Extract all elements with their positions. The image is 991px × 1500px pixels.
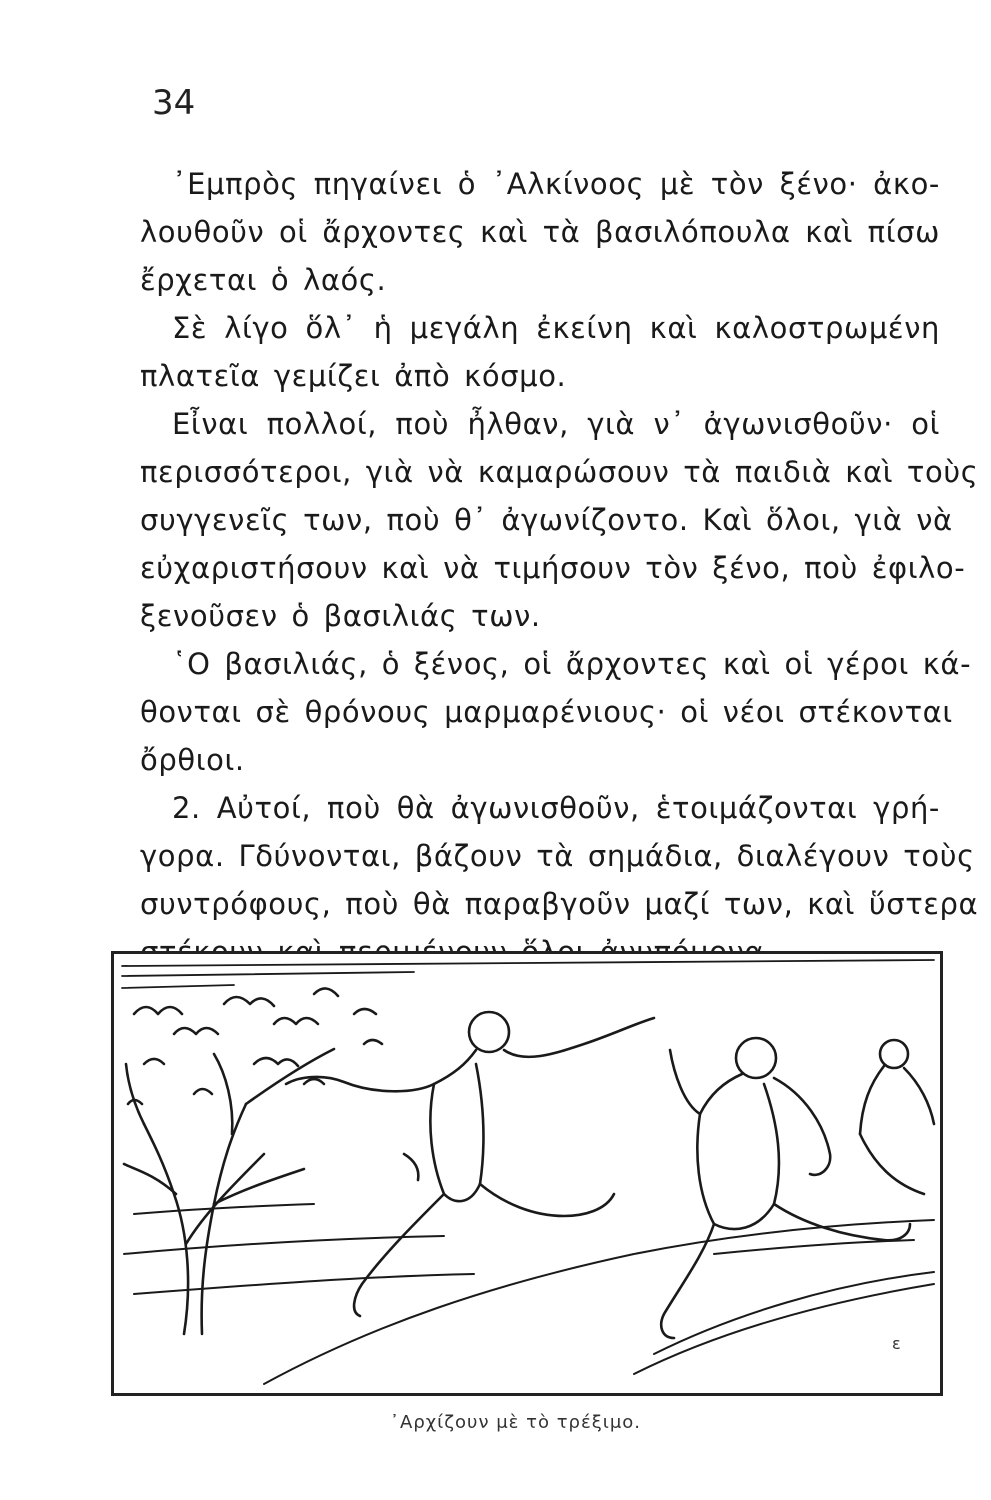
text-line: γορα. Γδύνονται, βάζουν τὰ σημάδια, διαλέγουν τοὺς bbox=[140, 839, 975, 873]
illustration-caption: ᾿Αρχίζουν μὲ τὸ τρέξιμο. bbox=[390, 1412, 642, 1433]
text-line: λουθοῦν οἱ ἄρχοντες καὶ τὰ βασιλόπουλα καὶ πίσω bbox=[140, 215, 940, 249]
text-line: πλατεῖα γεμίζει ἀπὸ κόσμο. bbox=[140, 359, 567, 393]
runner-figure bbox=[860, 1040, 934, 1194]
text-line: ὄρθιοι. bbox=[140, 743, 245, 777]
text-line: ἔρχεται ὁ λαός. bbox=[140, 263, 387, 297]
tree-icon bbox=[124, 988, 382, 1334]
page-number: 34 bbox=[152, 83, 196, 123]
text-line: ᾿Εμπρὸς πηγαίνει ὁ ᾿Αλκίνοος μὲ τὸν ξένο· ἀκο- bbox=[172, 167, 940, 201]
text-line: Εἶναι πολλοί, ποὺ ἦλθαν, γιὰ ν᾿ ἀγωνισθοῦν· οἱ bbox=[172, 407, 940, 441]
runners-illustration bbox=[111, 951, 943, 1396]
text-line: εὐχαριστήσουν καὶ νὰ τιμήσουν τὸν ξένο, ποὺ ἐφιλο- bbox=[140, 551, 966, 585]
text-line: ξενοῦσεν ὁ βασιλιάς των. bbox=[140, 599, 541, 633]
text-line: θονται σὲ θρόνους μαρμαρένιους· οἱ νέοι στέκονται bbox=[140, 695, 953, 729]
body-text bbox=[140, 160, 979, 1024]
sky-hatching bbox=[122, 960, 934, 988]
ground-lines bbox=[124, 1204, 934, 1384]
text-line: συγγενεῖς των, ποὺ θ᾿ ἀγωνίζοντο. Καὶ ὅλοι, γιὰ νὰ bbox=[140, 503, 953, 537]
text-line: Σὲ λίγο ὅλ᾿ ἡ μεγάλη ἐκείνη καὶ καλοστρωμένη bbox=[172, 311, 940, 345]
text-line: συντρόφους, ποὺ θὰ παραβγοῦν μαζί των, καὶ ὕστερα bbox=[140, 887, 979, 921]
text-line: περισσότεροι, γιὰ νὰ καμαρώσουν τὰ παιδιὰ καὶ τοὺς bbox=[140, 455, 979, 489]
text-line: ῾Ο βασιλιάς, ὁ ξένος, οἱ ἄρχοντες καὶ οἱ γέροι κά- bbox=[172, 647, 972, 681]
runner-figure bbox=[286, 1012, 654, 1316]
text-line: 2. Αὐτοί, ποὺ θὰ ἀγωνισθοῦν, ἑτοιμάζονται γρή- bbox=[172, 791, 940, 825]
illustrator-signature: ε bbox=[892, 1334, 901, 1353]
runners-drawing bbox=[114, 954, 940, 1393]
